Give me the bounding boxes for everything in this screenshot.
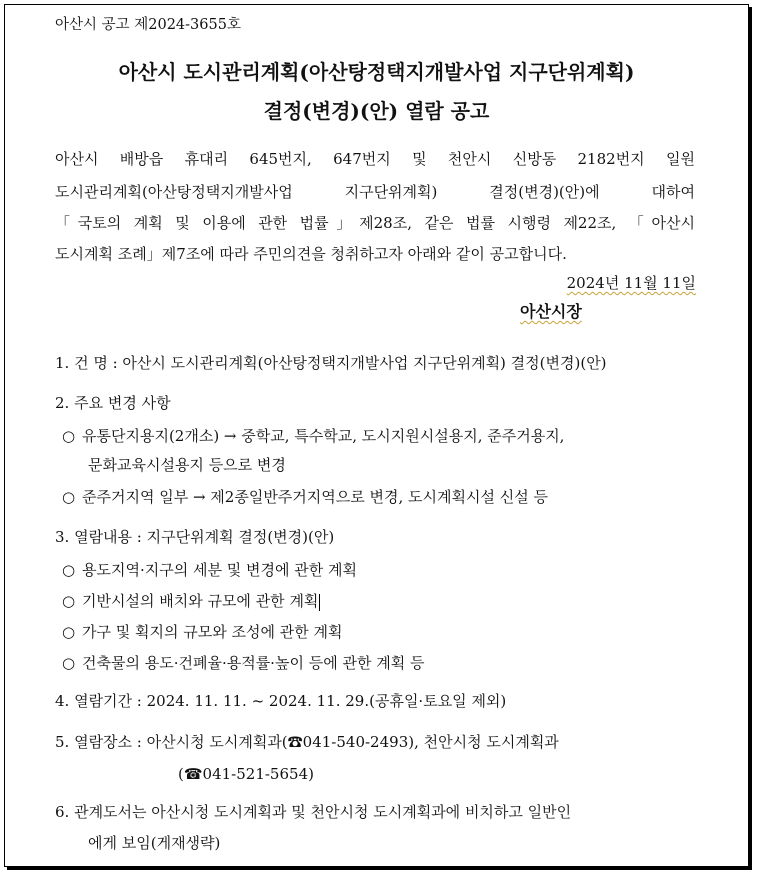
item-2-bullet-2-text: 준주거지역 일부 → 제2종일반주거지역으로 변경, 도시계획시설 신설 등 [82,488,548,506]
text-cursor [319,594,320,611]
item-3-bullet-4 [62,653,424,673]
bullet-circle-icon: ○ [62,592,76,610]
item-3-bullet-1-text: 용도지역·지구의 세분 및 변경에 관한 계획 [82,561,357,579]
bullet-circle-icon: ○ [62,654,76,672]
item-3-bullet-4-text: 건축물의 용도·건폐율·용적률·높이 등에 관한 계획 등 [82,654,425,672]
signer-name: 아산시장 [520,302,582,321]
notice-number: 아산시 공고 제2024-3655호 [55,17,241,33]
item-2-bullet-1-text: 유통단지용지(2개소) → 중학교, 특수학교, 도시지원시설용지, 준주거용지, [82,427,565,445]
item-3-bullet-2-text: 기반시설의 배치와 규모에 관한 계획 [82,592,319,610]
notice-date: 2024년 11월 11일 [566,274,696,292]
item-3-bullet-3-text: 가구 및 획지의 규모와 조성에 관한 계획 [82,623,343,641]
notice-document [4,4,749,867]
intro-line-3: 「국토의 계획 및 이용에 관한 법률」제28조, 같은 법률 시행령 제22조, 「아산시 [55,214,695,232]
notice-title-line2: 결정(변경)(안) 열람 공고 [263,99,490,123]
item-3-bullet-1 [62,560,357,580]
notice-title-line1: 아산시 도시관리계획(아산탕정택지개발사업 지구단위계획) [118,60,635,84]
item-1-subject: 1. 건 명 : 아산시 도시관리계획(아산탕정택지개발사업 지구단위계획) 결정(변경)(안) [55,354,607,372]
item-5-location-continued: (☎041-521-5654) [178,765,314,783]
item-2-heading: 2. 주요 변경 사항 [55,394,171,412]
intro-line-4: 도시계획 조례」제7조에 따라 주민의견을 청취하고자 아래와 같이 공고합니다. [55,245,567,263]
item-2-bullet-1 [62,426,564,446]
bullet-circle-icon: ○ [62,427,76,445]
item-3-bullet-3 [62,622,342,642]
item-4-period: 4. 열람기간 : 2024. 11. 11. ~ 2024. 11. 29.(공휴일·토요일 제외) [55,692,507,710]
item-6-documents-continued: 에게 보임(게재생략) [88,834,221,852]
bullet-circle-icon: ○ [62,488,76,506]
item-6-documents: 6. 관계도서는 아산시청 도시계획과 및 천안시청 도시계획과에 비치하고 일반인 [55,803,572,821]
intro-line-2: 도시관리계획(아산탕정택지개발사업 지구단위계획) 결정(변경)(안)에 대하여 [55,183,695,201]
item-3-bullet-2 [62,591,320,611]
item-3-heading: 3. 열람내용 : 지구단위계획 결정(변경)(안) [55,528,335,546]
bullet-circle-icon: ○ [62,561,76,579]
item-5-location: 5. 열람장소 : 아산시청 도시계획과(☎041-540-2493), 천안시청 도시계획과 [55,733,559,751]
item-2-bullet-2 [62,487,548,507]
item-2-bullet-1-continued: 문화교육시설용지 등으로 변경 [88,456,286,474]
intro-line-1: 아산시 배방읍 휴대리 645번지, 647번지 및 천안시 신방동 2182번지 일원 [55,150,695,168]
bullet-circle-icon: ○ [62,623,76,641]
